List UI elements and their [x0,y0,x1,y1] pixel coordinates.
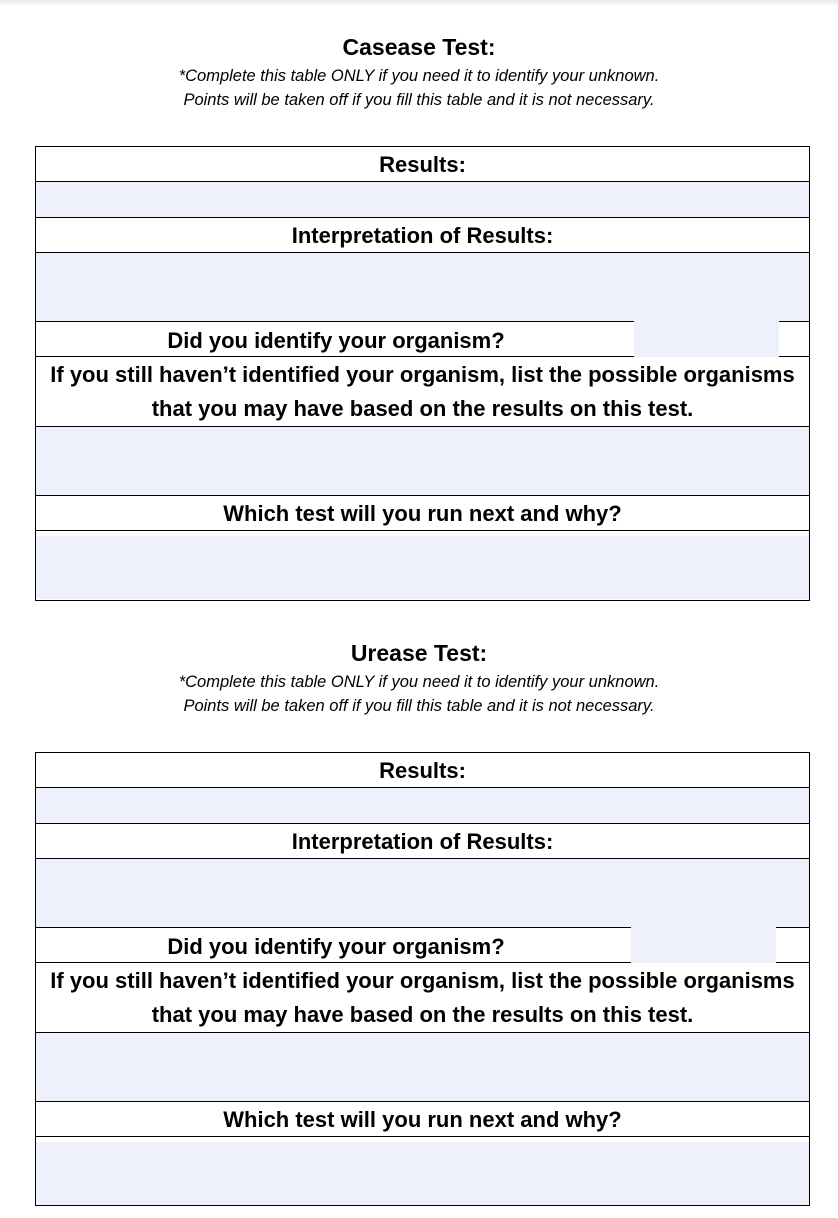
section-note-line1: *Complete this table ONLY if you need it to identify your unknown. [178,673,660,691]
identify-label: Did you identify your organism? [167,328,505,353]
possible-organisms-label: If you still haven’t identified your organism, list the possible organisms that you may have based on the results on this test. [50,362,795,421]
casease-form-table [35,146,810,601]
interpretation-label-row [36,218,809,253]
results-label-row [36,753,809,788]
possible-organisms-field[interactable] [36,427,809,496]
results-field[interactable] [36,788,809,824]
next-test-label: Which test will you run next and why? [223,501,622,526]
interpretation-label: Interpretation of Results: [291,223,554,248]
possible-organisms-label-row [36,963,809,1033]
section-title: Casease Test: [342,34,496,60]
interpretation-label: Interpretation of Results: [291,829,554,854]
results-field[interactable] [36,182,809,218]
possible-organisms-label: If you still haven’t identified your organism, list the possible organisms that you may have based on the results on this test. [50,968,795,1027]
section-title: Urease Test: [350,640,488,666]
next-test-field[interactable] [36,1142,809,1205]
possible-organisms-field[interactable] [36,1033,809,1102]
identify-answer-field[interactable] [634,321,779,357]
identify-answer-field[interactable] [631,927,776,963]
interpretation-field[interactable] [36,253,809,322]
next-test-label-row [36,1102,809,1137]
next-test-label: Which test will you run next and why? [223,1107,622,1132]
possible-organisms-label-row [36,357,809,427]
interpretation-field[interactable] [36,859,809,928]
results-label-row [36,147,809,182]
section-note-line2: Points will be taken off if you fill this table and it is not necessary. [183,91,655,109]
section-note-line1: *Complete this table ONLY if you need it to identify your unknown. [178,67,660,85]
identify-label: Did you identify your organism? [167,934,505,959]
results-label: Results: [379,758,466,783]
urease-form-table [35,752,810,1206]
page-top-shadow [0,0,838,6]
section-note-line2: Points will be taken off if you fill this table and it is not necessary. [183,697,655,715]
next-test-label-row [36,496,809,531]
next-test-field[interactable] [36,536,809,599]
results-label: Results: [379,152,466,177]
interpretation-label-row [36,824,809,859]
